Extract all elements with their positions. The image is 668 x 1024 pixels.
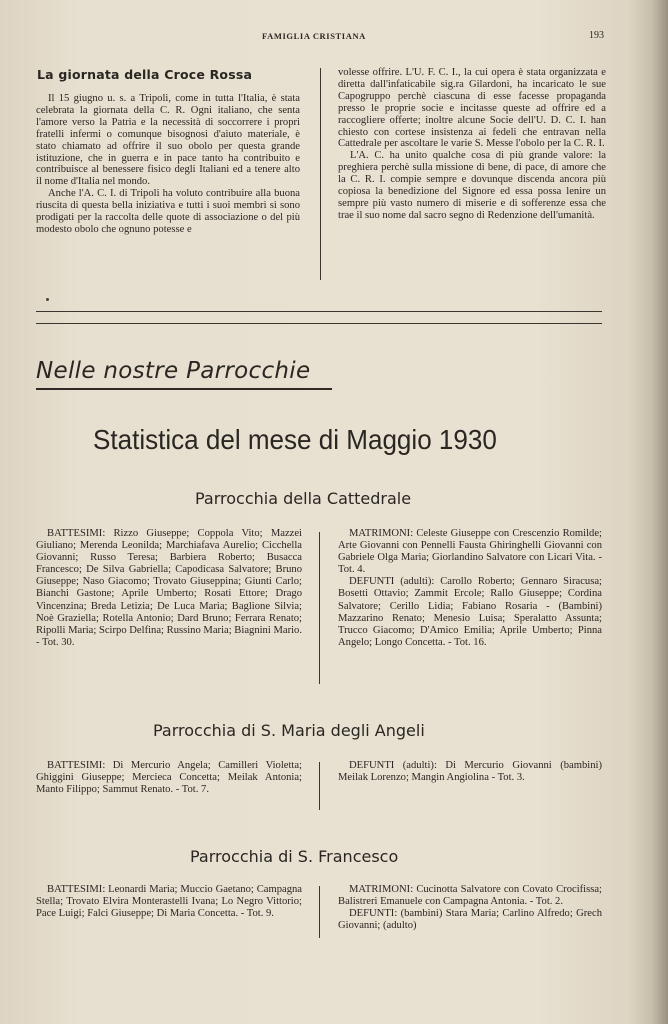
article-paragraph: volesse offrire. L'U. F. C. I., la cui opera è stata organizzata e diretta dall'infaticabile sig.ra Gilardoni, ha incaricato le sue Capogruppo perchè ciascuna di esse facesse propaganda presso le proprie socie e incitasse queste ad offrire ed a raccogliere offerte; inoltre alcune Socie dell'U. D. C. I. han chiesto con cortese insistenza ai fedeli che entravan nella Cattedrale per ascoltare le varie S. Messe l'obolo per la C. R. I.	[338, 67, 606, 150]
column-divider	[319, 762, 320, 810]
column-divider	[319, 886, 320, 938]
page-edge-shadow	[628, 0, 668, 1024]
parish-left-column	[36, 528, 302, 649]
parish-right-column	[338, 884, 602, 932]
section-title: Nelle nostre Parrocchie	[36, 358, 311, 384]
parish-right-column	[338, 528, 602, 649]
parish-entry: BATTESIMI: Leonardi Maria; Muccio Gaetano; Campagna Stella; Trovato Elvira Monterastelli Ivana; Lo Negro Vittorio; Pace Luigi; Falci Giuseppe; Di Maria Concetta. - Tot. 9.	[36, 884, 302, 920]
parish-entry: DEFUNTI (adulti): Carollo Roberto; Gennaro Siracusa; Bosetti Ottavio; Zammit Ercole; Rallo Giuseppe; Cordina Salvatore; Cerillo Lidia; Fabiano Rosaria - (Bambini) Mazzarino Renato; Menesio Luisa; Speralatto Assunta; Trucco Giacomo; D'Amico Emilia; Aprile Umberto; Pinna Angelo; Longo Concetta. - Tot. 16.	[338, 576, 602, 648]
article-paragraph: L'A. C. ha unito qualche cosa di più grande valore: la preghiera perchè sulla missione di bene, di pace, di amore che la C. R. I. compie sempre e dovunque discenda ancora più copiosa la benedizione del Signore ed essa possa lenire un sempre più vasto numero di miserie e di sofferenze essa che trae il suo nome dal sacro segno di Redenzione dell'umanità.	[338, 150, 606, 221]
parish-left-column	[36, 884, 302, 920]
section-title-underline	[36, 388, 332, 390]
parish-entry: MATRIMONI: Celeste Giuseppe con Crescenzio Romilde; Arte Giovanni con Pennelli Fausta Ghiringhelli Giovanni con Gabriele Olga Maria; Giorlandino Salvatore con Licari Vita. - Tot. 4.	[338, 528, 602, 576]
parish-title: Parrocchia di S. Maria degli Angeli	[153, 721, 425, 740]
parish-entry: BATTESIMI: Di Mercurio Angela; Camilleri Violetta; Ghiggini Giuseppe; Mercieca Concetta; Meilak Antonia; Manto Filippo; Sammut Renato. - Tot. 7.	[36, 760, 302, 796]
page-number: 193	[589, 30, 604, 41]
statistics-title: Statistica del mese di Maggio 1930	[93, 424, 497, 455]
article-paragraph: Il 15 giugno u. s. a Tripoli, come in tutta l'Italia, è stata celebrata la giornata della C. R. Ogni italiano, che senta l'amore verso la Patria e la necessità di soccorrere i propri fratelli infermi o comunque bisognosi d'aiuto materiale, è stato chiamato ad offrire il suo obolo per questa grande istituzione, che in guerra e in pace tanto ha contribuito e contribuisce al benessere fisico degli Italiani ed a tenere alto il nome d'Italia nel mondo.	[36, 93, 300, 188]
parish-entry: BATTESIMI: Rizzo Giuseppe; Coppola Vito; Mazzei Giuliano; Merenda Leonilda; Marchiafava Aurelio; Cicchella Giovanni; Russo Teresa; Barbiera Roberto; Busacca Francesco; De Silva Gabriella; Capodicasa Salvatore; Bruno Giuseppe; Naso Giacomo; Trovato Giuseppina; Giunti Carlo; Bianchi Gastone; Aprile Umberto; Rosati Ettore; Drago Vincenzina; Breda Letizia; De Luca Maria; Baglione Silvia; Noè Graziella; Rotella Antonio; Dard Bruno; Ferrara Renato; Ripolli Maria; Scirpo Delfina; Russino Maria; Biagnini Mario. - Tot. 30.	[36, 528, 302, 648]
article-right-column	[338, 67, 606, 222]
running-head	[0, 31, 668, 45]
parish-entry: DEFUNTI: (bambini) Stara Maria; Carlino Alfredo; Grech Giovanni; (adulto)	[338, 908, 602, 932]
column-divider	[319, 532, 320, 684]
article-title: La giornata della Croce Rossa	[37, 67, 253, 82]
running-title: FAMIGLIA CRISTIANA	[262, 31, 366, 41]
article-left-column	[36, 93, 300, 236]
section-rule-top	[36, 311, 602, 312]
parish-entry: MATRIMONI: Cucinotta Salvatore con Covato Crocifissa; Balistreri Emanuele con Campagna Antonia. - Tot. 2.	[338, 884, 602, 908]
column-divider	[320, 68, 321, 280]
parish-left-column	[36, 760, 302, 796]
parish-title: Parrocchia di S. Francesco	[190, 847, 399, 866]
parish-right-column	[338, 760, 602, 784]
parish-entry: DEFUNTI (adulti): Di Mercurio Giovanni (bambini) Meilak Lorenzo; Mangin Angiolina - Tot. 3.	[338, 760, 602, 784]
ink-dot	[46, 298, 49, 301]
parish-title: Parrocchia della Cattedrale	[195, 489, 412, 508]
article-paragraph: Anche l'A. C. I. di Tripoli ha voluto contribuire alla buona riuscita di questa bella iniziativa e tutti i suoi membri si sono prodigati per la raccolta delle quote di associazione o del più modesto obolo che ognuno potesse e	[36, 188, 300, 235]
section-rule-bottom	[36, 323, 602, 324]
